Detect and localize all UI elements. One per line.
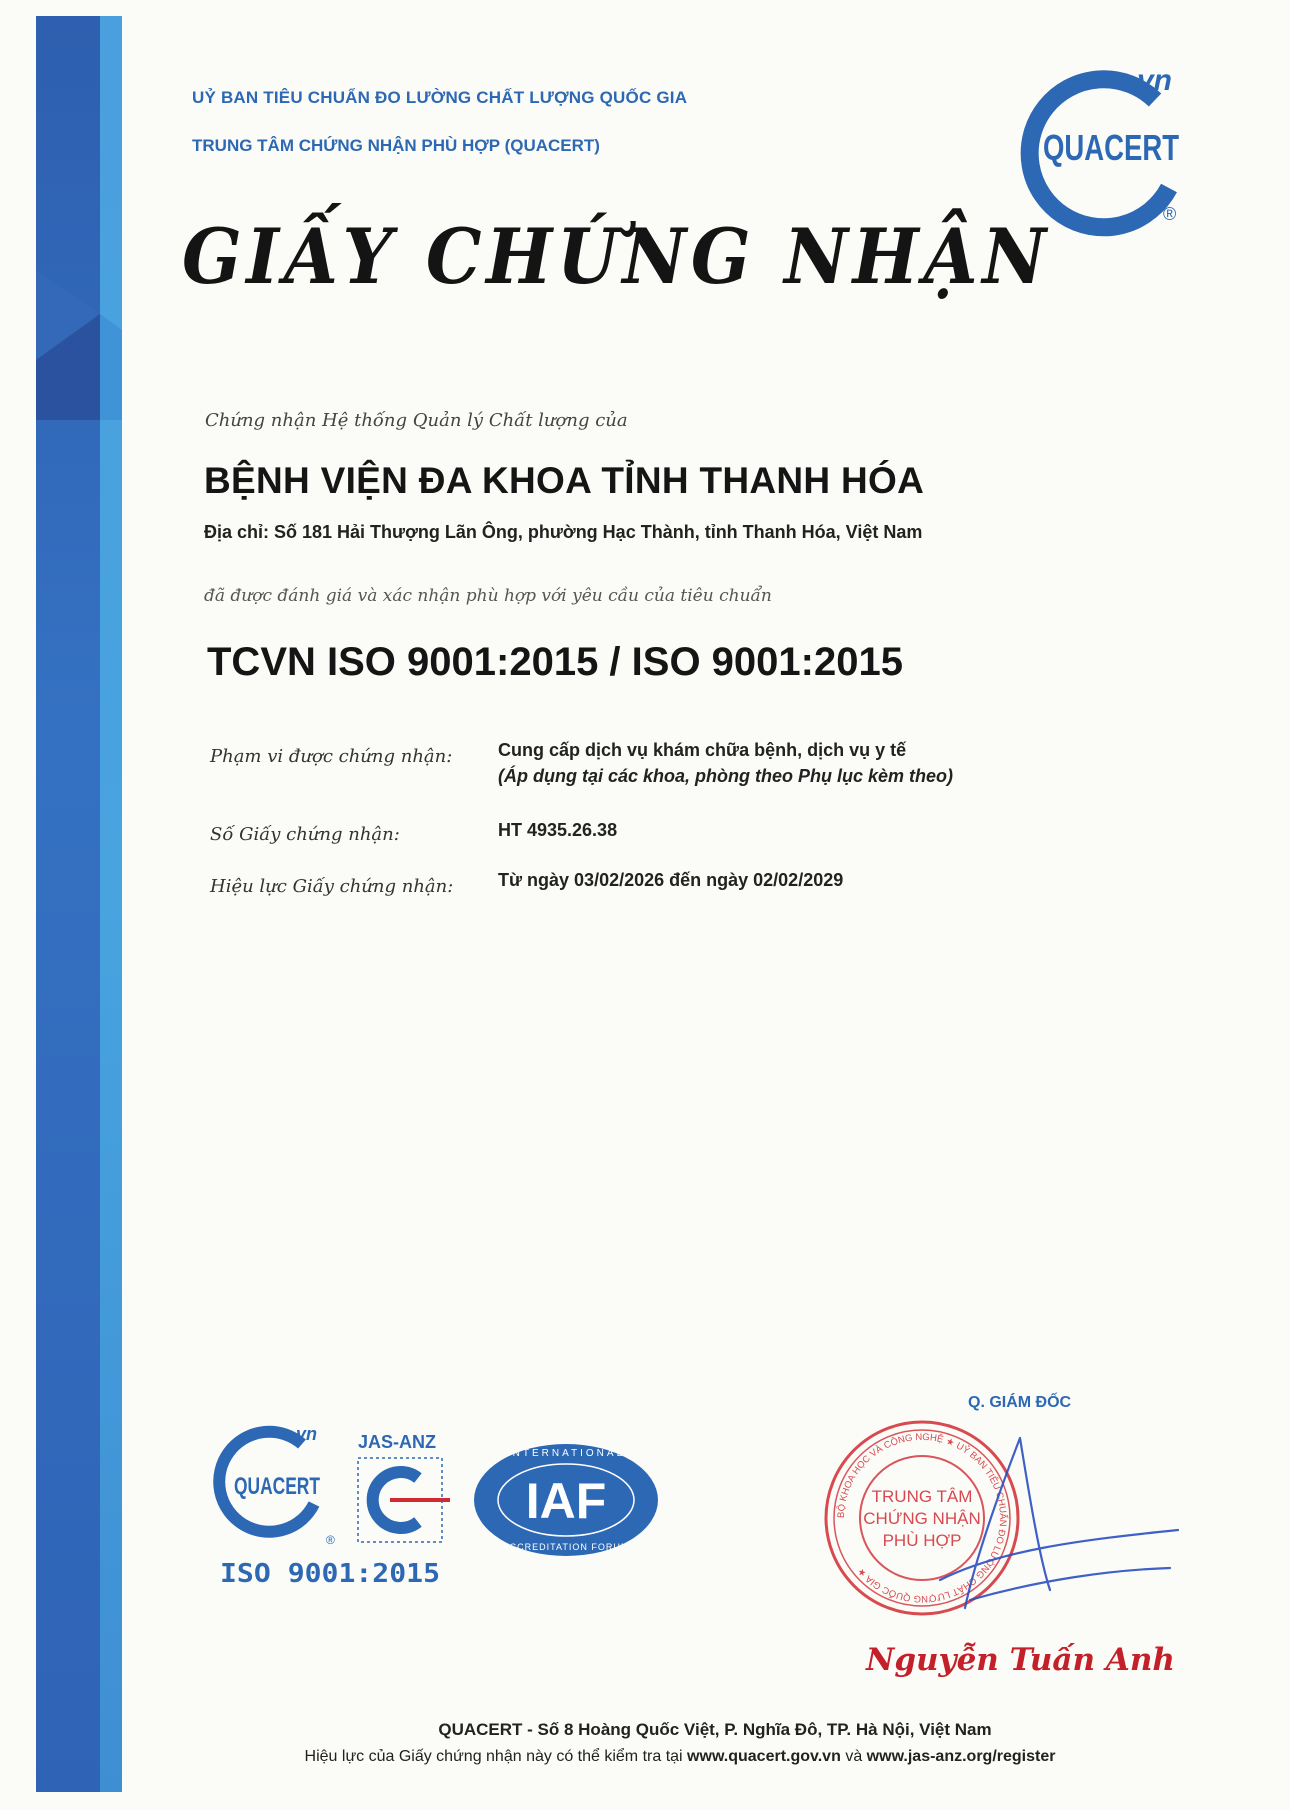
iaf-ring-top: INTERNATIONAL bbox=[506, 1448, 626, 1459]
logo-quacert-text: QUACERT bbox=[1043, 127, 1180, 168]
seal-line-3: PHÙ HỢP bbox=[882, 1531, 962, 1550]
iso-label: ISO 9001:2015 bbox=[220, 1559, 440, 1589]
handwritten-signature bbox=[880, 1430, 1180, 1630]
quacert-mini-logo bbox=[219, 1424, 335, 1547]
jas-anz-logo bbox=[358, 1432, 450, 1542]
quacert-logo bbox=[1005, 60, 1195, 230]
scope-label: Phạm vi được chứng nhận: bbox=[210, 746, 453, 767]
certificate-number-label: Số Giấy chứng nhận: bbox=[210, 824, 400, 845]
seal-line-2: CHỨNG NHẬN bbox=[863, 1509, 981, 1528]
validity-label: Hiệu lực Giấy chứng nhận: bbox=[210, 876, 454, 897]
seal-line-1: TRUNG TÂM bbox=[871, 1487, 973, 1506]
issuing-authority: UỶ BAN TIÊU CHUẨN ĐO LƯỜNG CHẤT LƯỢNG QUỐC GIA bbox=[192, 88, 688, 107]
certificate-intro: Chứng nhận Hệ thống Quản lý Chất lượng của bbox=[205, 410, 628, 431]
seal-ring-text: BỘ KHOA HỌC VÀ CÔNG NGHỆ ★ UỶ BAN TIÊU CHUẨN ĐO LƯỜNG CHẤT LƯỢNG QUỐC GIA ★ bbox=[835, 1431, 1009, 1605]
scope-value: Cung cấp dịch vụ khám chữa bệnh, dịch vụ y tế bbox=[498, 740, 907, 760]
certified-organization: BỆNH VIỆN ĐA KHOA TỈNH THANH HÓA bbox=[204, 460, 925, 501]
jas-anz-text: JAS-ANZ bbox=[358, 1432, 437, 1452]
standard-name: TCVN ISO 9001:2015 / ISO 9001:2015 bbox=[207, 640, 903, 684]
verify-url-jas-anz[interactable]: www.jas-anz.org/register bbox=[866, 1748, 1056, 1765]
iaf-ring-bottom: ACCREDITATION FORUM bbox=[502, 1542, 630, 1552]
footer-address: QUACERT - Số 8 Hoàng Quốc Việt, P. Nghĩa Đô, TP. Hà Nội, Việt Nam bbox=[438, 1720, 992, 1739]
mini-logo-text: QUACERT bbox=[234, 1473, 321, 1500]
mini-logo-reg: ® bbox=[326, 1533, 335, 1547]
assessment-statement: đã được đánh giá và xác nhận phù hợp với yêu cầu của tiêu chuẩn bbox=[204, 586, 772, 606]
iaf-text: IAF bbox=[525, 1473, 607, 1529]
organization-address: Địa chỉ: Số 181 Hải Thượng Lãn Ông, phường Hạc Thành, tỉnh Thanh Hóa, Việt Nam bbox=[204, 522, 923, 542]
mini-logo-vn: vn bbox=[296, 1424, 318, 1444]
signer-position: Q. GIÁM ĐỐC bbox=[968, 1394, 1072, 1411]
validity-value: Từ ngày 03/02/2026 đến ngày 02/02/2029 bbox=[498, 870, 844, 890]
verify-url-quacert[interactable]: www.quacert.gov.vn bbox=[687, 1748, 841, 1765]
footer-verify bbox=[0, 1748, 1290, 1766]
issuing-center: TRUNG TÂM CHỨNG NHẬN PHÙ HỢP (QUACERT) bbox=[192, 136, 600, 155]
verify-conjunction: và bbox=[845, 1748, 863, 1765]
verify-prefix: Hiệu lực của Giấy chứng nhận này có thể kiểm tra tại bbox=[304, 1748, 683, 1765]
logo-vn-text: vn bbox=[1137, 64, 1173, 97]
accreditation-logos bbox=[218, 1422, 688, 1597]
logo-registered-mark: ® bbox=[1163, 204, 1177, 224]
certificate-title: GIẤY CHỨNG NHẬN bbox=[182, 212, 1051, 301]
scope-note: (Áp dụng tại các khoa, phòng theo Phụ lục kèm theo) bbox=[498, 766, 954, 786]
signer-name: Nguyễn Tuấn Anh bbox=[866, 1642, 1175, 1678]
band-arrow-decoration bbox=[36, 270, 126, 420]
certificate-number-value: HT 4935.26.38 bbox=[498, 820, 618, 840]
iaf-logo bbox=[474, 1444, 658, 1556]
